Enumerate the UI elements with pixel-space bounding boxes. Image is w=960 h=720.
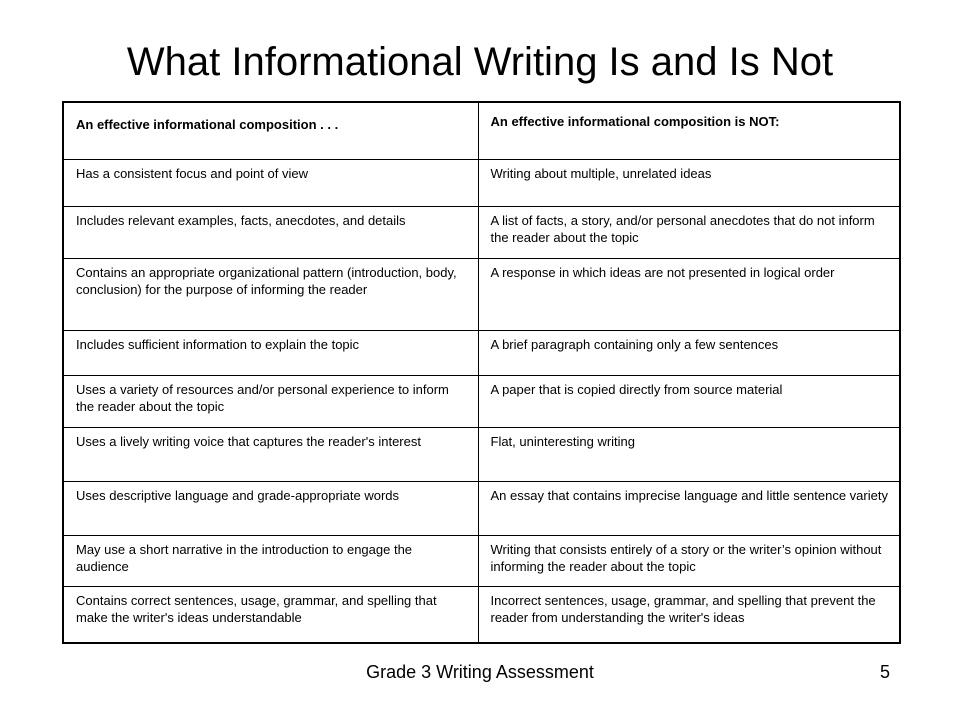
table-row <box>63 159 900 206</box>
table-row <box>63 375 900 427</box>
row-is-not-cell: A list of facts, a story, and/or personal anecdotes that do not inform the reader about the topic <box>478 206 900 258</box>
row-is-cell: Includes relevant examples, facts, anecdotes, and details <box>63 206 478 258</box>
row-is-cell: Has a consistent focus and point of view <box>63 159 478 206</box>
slide-title: What Informational Writing Is and Is Not <box>126 40 834 84</box>
row-is-not-cell: A brief paragraph containing only a few sentences <box>478 330 900 375</box>
row-is-cell: May use a short narrative in the introduction to engage the audience <box>63 535 478 586</box>
row-is-cell: Uses a variety of resources and/or personal experience to inform the reader about the topic <box>63 375 478 427</box>
comparison-table <box>62 101 901 644</box>
row-is-not-cell: Incorrect sentences, usage, grammar, and spelling that prevent the reader from understanding the writer's ideas <box>478 586 900 643</box>
row-is-not-cell: Flat, uninteresting writing <box>478 427 900 481</box>
page-number: 5 <box>880 662 891 682</box>
row-is-cell: Contains correct sentences, usage, grammar, and spelling that make the writer's ideas understandable <box>63 586 478 643</box>
row-is-not-cell: An essay that contains imprecise language and little sentence variety <box>478 481 900 535</box>
row-is-not-cell: Writing about multiple, unrelated ideas <box>478 159 900 206</box>
header-is-not: An effective informational composition is NOT: <box>478 102 900 159</box>
table-row <box>63 535 900 586</box>
row-is-cell: Contains an appropriate organizational pattern (introduction, body, conclusion) for the purpose of informing the reader <box>63 258 478 330</box>
header-is: An effective informational composition . . . <box>63 102 478 159</box>
row-is-not-cell: A response in which ideas are not presented in logical order <box>478 258 900 330</box>
table-row <box>63 586 900 643</box>
row-is-cell: Uses descriptive language and grade-appropriate words <box>63 481 478 535</box>
row-is-not-cell: A paper that is copied directly from source material <box>478 375 900 427</box>
table-row <box>63 258 900 330</box>
table-row <box>63 427 900 481</box>
table-row <box>63 481 900 535</box>
row-is-not-cell: Writing that consists entirely of a story or the writer’s opinion without informing the reader about the topic <box>478 535 900 586</box>
row-is-cell: Uses a lively writing voice that captures the reader's interest <box>63 427 478 481</box>
table-row <box>63 330 900 375</box>
table-header-row <box>63 102 900 159</box>
row-is-cell: Includes sufficient information to explain the topic <box>63 330 478 375</box>
table-row <box>63 206 900 258</box>
slide-footer: Grade 3 Writing Assessment <box>366 662 594 682</box>
